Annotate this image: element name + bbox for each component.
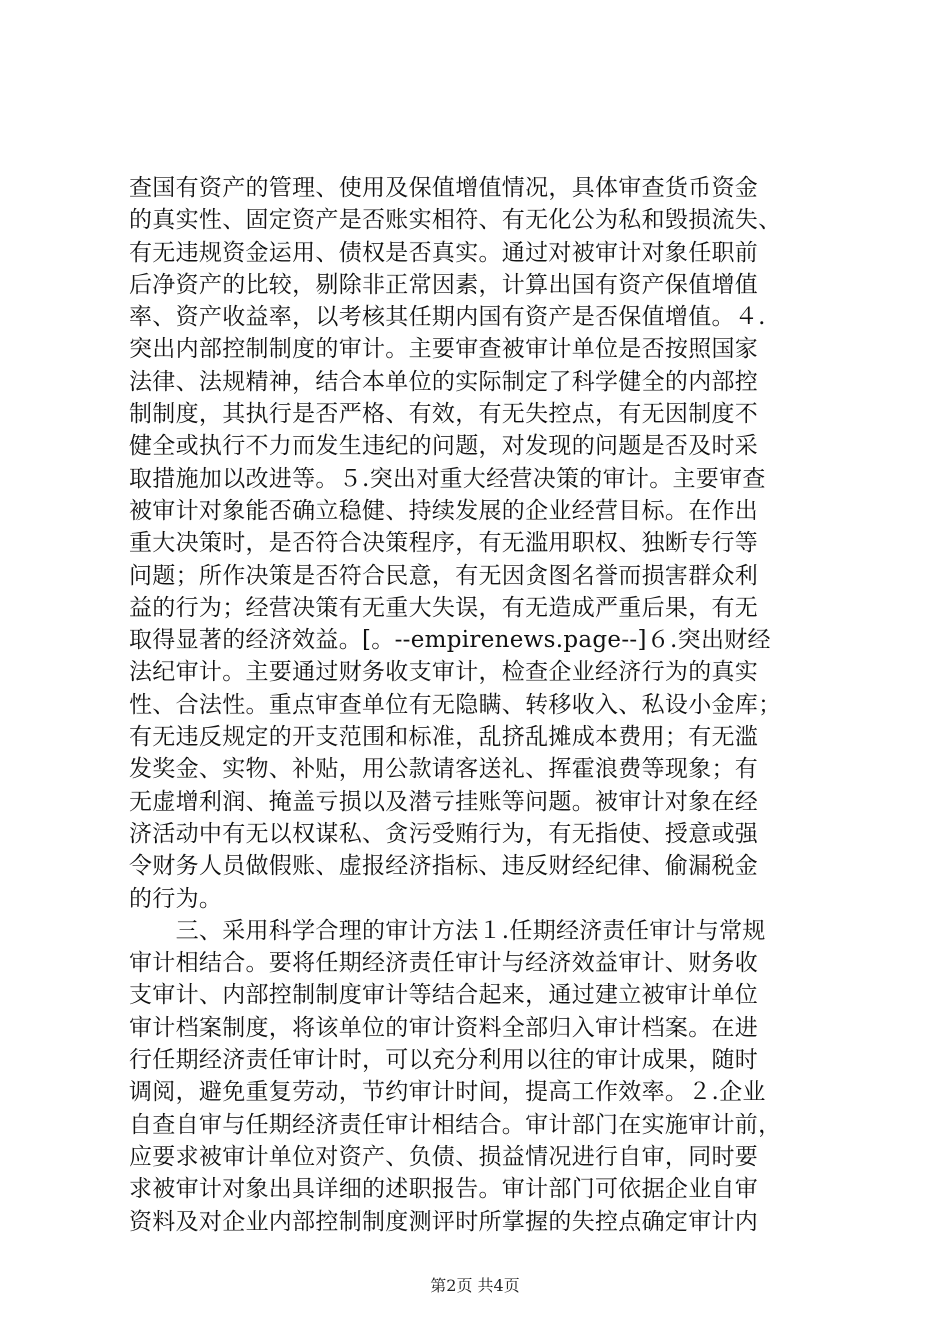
text-line: 调阅，避免重复劳动，节约审计时间，提高工作效率。２.企业	[129, 1079, 766, 1106]
text-line: 取得显著的经济效益。[。--empirenews.page--]６.突出财经	[129, 627, 771, 654]
text-line: 行任期经济责任审计时，可以充分利用以往的审计成果，随时	[129, 1047, 759, 1074]
text-line: 健全或执行不力而发生违纪的问题，对发现的问题是否及时采	[129, 433, 759, 460]
text-line: 制制度，其执行是否严格、有效，有无失控点，有无因制度不	[129, 401, 759, 428]
text-line: 发奖金、实物、补贴，用公款请客送礼、挥霍浪费等现象；有	[129, 756, 759, 783]
text-line: 应要求被审计单位对资产、负债、损益情况进行自审，同时要	[129, 1143, 759, 1170]
text-line: 济活动中有无以权谋私、贪污受贿行为，有无指使、授意或强	[129, 820, 759, 847]
text-line: 取措施加以改进等。５.突出对重大经营决策的审计。主要审查	[129, 465, 766, 492]
text-line: 审计相结合。要将任期经济责任审计与经济效益审计、财务收	[129, 950, 759, 977]
text-line: 有无违规资金运用、债权是否真实。通过对被审计对象任职前	[129, 239, 759, 266]
text-line: 率、资产收益率，以考核其任期内国有资产是否保值增值。４.	[129, 304, 766, 331]
text-line: 令财务人员做假账、虚报经济指标、违反财经纪律、偷漏税金	[129, 853, 759, 880]
text-line: 的真实性、固定资产是否账实相符、有无化公为私和毁损流失、	[129, 207, 782, 234]
text-line: 法律、法规精神，结合本单位的实际制定了科学健全的内部控	[129, 368, 759, 395]
text-line: 查国有资产的管理、使用及保值增值情况，具体审查货币资金	[129, 175, 759, 201]
text-line: 被审计对象能否确立稳健、持续发展的企业经营目标。在作出	[129, 497, 759, 524]
text-line: 性、合法性。重点审查单位有无隐瞒、转移收入、私设小金库；	[129, 691, 782, 718]
text-line: 益的行为；经营决策有无重大失误，有无造成严重后果，有无	[129, 594, 759, 621]
document-body	[129, 172, 829, 1238]
text-line: 三、采用科学合理的审计方法１.任期经济责任审计与常规	[129, 917, 766, 944]
text-line: 问题；所作决策是否符合民意，有无因贪图名誉而损害群众利	[129, 562, 759, 589]
text-line: 审计档案制度，将该单位的审计资料全部归入审计档案。在进	[129, 1014, 759, 1041]
text-line: 法纪审计。主要通过财务收支审计，检查企业经济行为的真实	[129, 659, 759, 686]
text-line: 自查自审与任期经济责任审计相结合。审计部门在实施审计前，	[129, 1111, 782, 1138]
text-line: 的行为。	[129, 885, 223, 912]
text-line: 后净资产的比较，剔除非正常因素，计算出国有资产保值增值	[129, 271, 759, 298]
text-line: 求被审计对象出具详细的述职报告。审计部门可依据企业自审	[129, 1176, 759, 1203]
text-line: 支审计、内部控制制度审计等结合起来，通过建立被审计单位	[129, 982, 759, 1009]
text-line: 重大决策时，是否符合决策程序，有无滥用职权、独断专行等	[129, 530, 759, 557]
text-line: 有无违反规定的开支范围和标准，乱挤乱摊成本费用；有无滥	[129, 724, 759, 751]
text-line: 资料及对企业内部控制制度测评时所掌握的失控点确定审计内	[129, 1208, 759, 1235]
page-number-footer: 第2页 共4页	[430, 1276, 520, 1295]
text-line: 无虚增利润、掩盖亏损以及潜亏挂账等问题。被审计对象在经	[129, 788, 759, 815]
text-line: 突出内部控制制度的审计。主要审查被审计单位是否按照国家	[129, 336, 759, 363]
